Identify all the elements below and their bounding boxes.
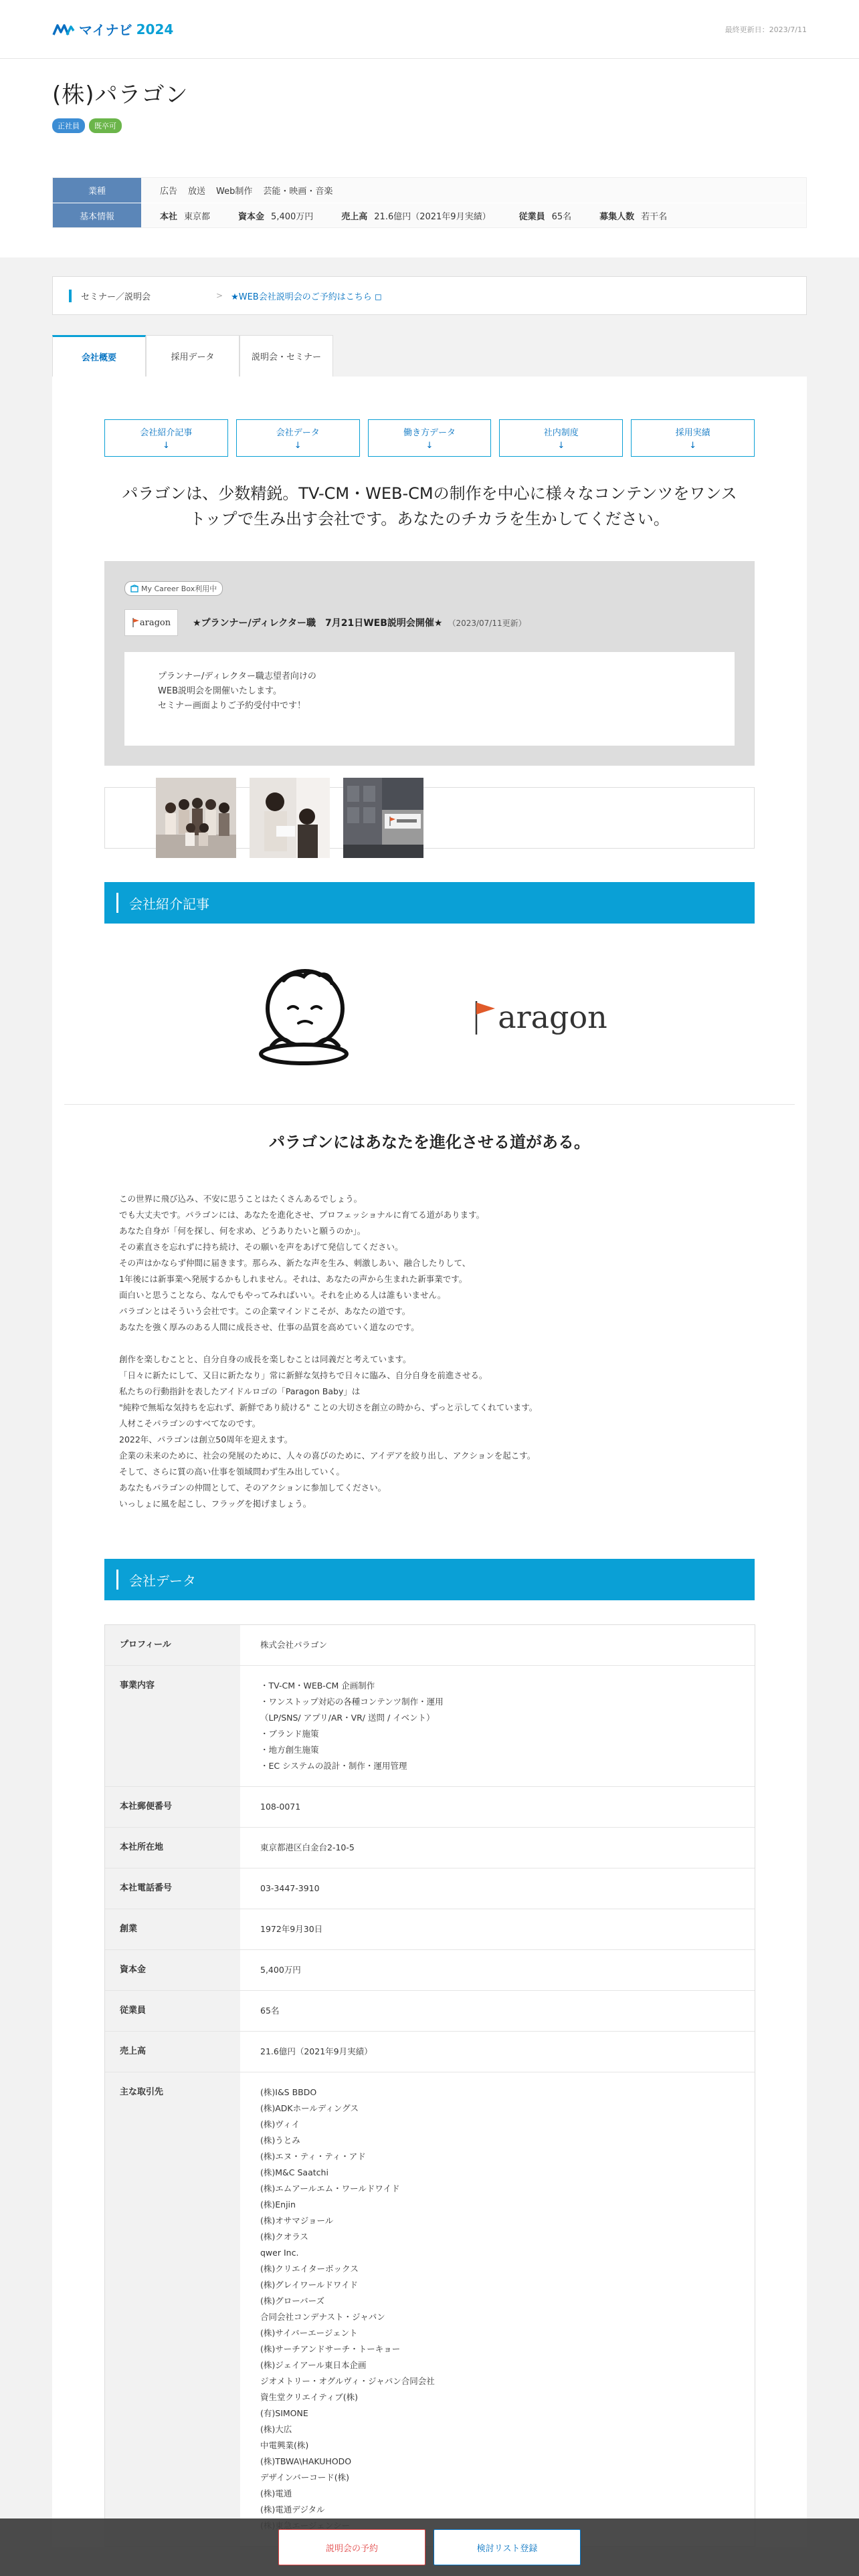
basic-info-table xyxy=(52,177,807,228)
table-value-line: (株)グレイワールドワイド xyxy=(260,2280,359,2290)
tab-company-overview[interactable]: 会社概要 xyxy=(52,335,146,377)
anchor-article[interactable]: 会社紹介記事 ↓ xyxy=(104,419,228,457)
site-logo[interactable] xyxy=(52,19,173,39)
table-value-line: (株)電通デジタル xyxy=(260,2504,325,2514)
recruit-title-link[interactable]: ★プランナー/ディレクター職 7月21日WEB説明会開催★ （2023/07/11更新） xyxy=(193,618,527,629)
table-value-line: 03-3447-3910 xyxy=(260,1883,320,1893)
flag-icon xyxy=(132,617,140,628)
table-row xyxy=(105,1868,755,1909)
table-value-line: 株式会社パラゴン xyxy=(260,1640,328,1650)
tab-recruit-data[interactable]: 採用データ xyxy=(146,335,240,377)
table-value-line: 21.6億円（2021年9月実績） xyxy=(260,2046,373,2056)
table-value-line: 65名 xyxy=(260,2006,280,2016)
arrow-down-icon: ↓ xyxy=(689,441,697,451)
section-divider xyxy=(64,1104,795,1105)
article-body: この世界に飛び込み、不安に思うことはたくさんあるでしょう。 でも大丈夫です。パラゴンには、あなたを進化させ、プロフェッショナルに育てる道があります。 あなた自身が「何を探し、何を求め、どうありたいと願うのか」。 その素直さを忘れずに持ち続け、その願いを声をあげて発信してください。 その声はかならず仲間に届きます。那らみ、新たな声を生み、刺激しあい、融合したりして、 1年後には新事業へ発展するかもしれません。それは、あなたの声から生まれた新事業です。 面白いと思うことなら、なんでもやってみればいい。それを止める人は誰もいません。 パラゴンとはそういう会社です。この企業マインドこそが、あなたの道です。 あなたを強く厚みのある人間に成長させ、仕事の品質を高めていく道なのです。 創作を楽しむことと、自分自身の成長を楽しむことは同義だと考えています。 「日々に新たにして、又日に新たなり」常に新鮮な気持ちで日々に臨み、自分自身を前進させる。 私たちの行動指針を表したアイドルロゴの「Paragon Baby」は "純粋で無垢な気持ちを忘れず、新鮮であり続ける" ことの大切さを創立の時から、ずっと示してくれています。 人材こそパラゴンのすべてなのです。 2022年、パラゴンは創立50周年を迎えます。 企業の未来のために、社会の発展のために、人々の喜びのために、アイデアを絞り出し、アクションを起こす。 そして、さらに質の高い仕事を領域問わず生み出していく。 あなたもパラゴンの仲間として、そのアクションに参加してください。 いっしょに風を起こし、フラッグを掲げましょう。 xyxy=(119,1194,538,1509)
anchor-nav xyxy=(104,419,755,457)
table-value-cell xyxy=(240,2072,755,2546)
table-value-cell xyxy=(240,1787,755,1827)
heading-bar xyxy=(116,1570,118,1590)
mynavi-logo-icon xyxy=(52,23,75,36)
table-value-cell xyxy=(240,1828,755,1868)
table-value-line: 5,400万円 xyxy=(260,1965,301,1975)
anchor-results[interactable]: 採用実績 ↓ xyxy=(631,419,755,457)
recruit-body: プランナー/ディレクター職志望者向けの WEB説明会を開催いたします。 セミナー画面よりご予約受付中です！ xyxy=(124,652,735,746)
table-row xyxy=(105,1786,755,1827)
info-capital: 資本金 5,400万円 xyxy=(238,211,314,222)
company-data-table xyxy=(104,1624,755,2547)
industry-item: 広告 xyxy=(160,187,178,197)
my-career-box-badge: My Career Box利用中 xyxy=(124,581,223,596)
last-updated: 最終更新日：2023/7/11 xyxy=(725,25,807,34)
arrow-down-icon: ↓ xyxy=(557,441,565,451)
section-article-heading: 会社紹介記事 xyxy=(104,882,755,924)
bottom-action-bar xyxy=(0,2518,859,2576)
industry-label: 業種 xyxy=(53,178,141,203)
table-value-line: (株)グローバーズ xyxy=(260,2296,325,2306)
table-header-cell: 本社所在地 xyxy=(105,1828,240,1868)
info-employees: 従業員 65名 xyxy=(518,211,572,222)
table-header-cell: プロフィール xyxy=(105,1625,240,1665)
table-value-cell xyxy=(240,1625,755,1665)
table-value-line: ・TV-CM・WEB-CM 企画制作 xyxy=(260,1681,375,1691)
table-value-line: 108-0071 xyxy=(260,1802,301,1812)
table-value-line: (株)ヴィイ xyxy=(260,2119,300,2129)
table-value-line: (株)クリエイターボックス xyxy=(260,2264,359,2274)
table-row xyxy=(105,1949,755,1990)
anchor-work-data[interactable]: 働き方データ ↓ xyxy=(368,419,492,457)
table-header-cell: 資本金 xyxy=(105,1950,240,1990)
anchor-systems[interactable]: 社内制度 ↓ xyxy=(499,419,623,457)
table-header-cell: 本社電話番号 xyxy=(105,1868,240,1909)
table-header-cell: 本社郵便番号 xyxy=(105,1787,240,1827)
table-value-line: (株)TBWA\HAKUHODO xyxy=(260,2456,352,2466)
table-value-cell xyxy=(240,1868,755,1909)
table-value-line: (株)Enjin xyxy=(260,2199,296,2210)
info-sales: 売上高 21.6億円（2021年9月実績） xyxy=(341,211,491,222)
arrow-down-icon: ↓ xyxy=(162,441,170,451)
table-header-cell: 創業 xyxy=(105,1909,240,1949)
table-header-cell: 従業員 xyxy=(105,1991,240,2031)
tab-seminar[interactable]: 説明会・セミナー xyxy=(240,335,333,377)
top-bar xyxy=(0,0,859,59)
table-value-line: ・地方創生施策 xyxy=(260,1745,319,1755)
table-value-line: (株)I&S BBDO xyxy=(260,2087,317,2097)
table-value-cell xyxy=(240,1909,755,1949)
flag-icon xyxy=(472,998,496,1036)
tag-graduate-ok: 既卒可 xyxy=(89,118,122,133)
table-value-line: (有)SIMONE xyxy=(260,2408,308,2418)
logo-text: マイナビ xyxy=(79,22,132,38)
table-value-line: (株)ADKホールディングス xyxy=(260,2103,359,2113)
section-company-data-heading: 会社データ xyxy=(104,1559,755,1600)
seminar-bar xyxy=(52,276,807,315)
table-row xyxy=(105,1827,755,1868)
paragon-baby-icon xyxy=(252,967,359,1067)
table-value-line: (株)クオラス xyxy=(260,2232,308,2242)
table-value-line: デザインバーコード(株) xyxy=(260,2472,350,2482)
basic-label: 基本情報 xyxy=(53,203,141,227)
table-value-line: ・ワンストップ対応の各種コンテンツ制作・運用 xyxy=(260,1697,444,1707)
table-value-cell xyxy=(240,1991,755,2031)
heading-bar xyxy=(116,893,118,913)
catch-copy: パラゴンは、少数精鋭。TV-CM・WEB-CMの制作を中心に様々なコンテンツをワンストップで生み出す会社です。あなたのチカラを生かしてください。 xyxy=(122,484,737,528)
company-name: (株)パラゴン xyxy=(52,82,189,108)
table-value-line: (株)大広 xyxy=(260,2424,292,2434)
arrow-down-icon: ↓ xyxy=(294,441,302,451)
industry-row xyxy=(53,178,806,203)
chevron-right-icon: > xyxy=(216,291,223,300)
seminar-label: セミナー／説明会 xyxy=(69,290,216,302)
industry-item: Web制作 xyxy=(216,187,253,197)
table-value-line: (株)M&C Saatchi xyxy=(260,2167,328,2177)
table-value-line: （LP/SNS/ アプリ/AR・VR/ 送問 / イベント） xyxy=(260,1713,435,1723)
recruit-headline xyxy=(124,609,735,636)
table-value-line: (株)サーチアンドサーチ・トーキョー xyxy=(260,2344,401,2354)
info-hq: 本社 東京都 xyxy=(160,211,211,222)
box-icon xyxy=(130,584,138,593)
table-value-line: ・ブランド施策 xyxy=(260,1729,319,1739)
table-header-cell: 売上高 xyxy=(105,2032,240,2072)
table-value-line: qwer Inc. xyxy=(260,2248,299,2258)
table-value-line: ジオメトリー・オグルヴィ・ジャパン合同会社 xyxy=(260,2376,435,2386)
tab-bar xyxy=(52,335,807,377)
basic-row xyxy=(53,203,806,227)
anchor-company-data[interactable]: 会社データ ↓ xyxy=(236,419,360,457)
table-value-line: (株)うとみ xyxy=(260,2135,300,2145)
industry-item: 放送 xyxy=(188,187,206,197)
table-value-line: (株)エヌ・ティ・ティ・アド xyxy=(260,2151,366,2161)
logo-year: 2024 xyxy=(136,21,174,37)
table-value-line: (株)オサマジョール xyxy=(260,2216,334,2226)
add-to-list-button[interactable]: 検討リスト登録 xyxy=(434,2529,581,2565)
table-value-line: 中電興業(株) xyxy=(260,2440,309,2450)
table-header-cell: 主な取引先 xyxy=(105,2072,240,2546)
table-row xyxy=(105,2031,755,2072)
table-row xyxy=(105,1665,755,1786)
table-value-cell xyxy=(240,2032,755,2072)
table-row xyxy=(105,1625,755,1665)
recruit-notice xyxy=(104,561,755,766)
photo-gallery xyxy=(104,787,755,849)
photo-staff-group[interactable] xyxy=(156,778,236,858)
paragon-logo: aragon xyxy=(124,609,178,636)
arrow-down-icon: ↓ xyxy=(425,441,434,451)
seminar-reserve-link[interactable]: ★WEB会社説明会のご予約はこちら ◻ xyxy=(231,292,382,302)
paragon-wordmark: aragon xyxy=(472,998,607,1036)
company-header xyxy=(0,59,859,133)
table-row xyxy=(105,1990,755,2031)
table-value-line: 合同会社コンデナスト・ジャパン xyxy=(260,2312,385,2322)
content-area xyxy=(0,257,859,2576)
table-value-line: (株)エムアールエム・ワールドワイド xyxy=(260,2183,400,2193)
industry-values xyxy=(141,178,806,203)
basic-values xyxy=(141,203,806,227)
table-value-cell xyxy=(240,1666,755,1786)
table-value-line: 東京都港区白金台2-10-5 xyxy=(260,1842,355,1852)
table-header-cell: 事業内容 xyxy=(105,1666,240,1786)
table-row xyxy=(105,1909,755,1949)
tag-fulltime: 正社員 xyxy=(52,118,85,133)
photo-office-sign[interactable] xyxy=(343,778,423,858)
table-row xyxy=(105,2072,755,2546)
table-value-cell xyxy=(240,1950,755,1990)
seminar-reserve-button[interactable]: 説明会の予約 xyxy=(278,2529,425,2565)
table-value-line: ・EC システムの設計・制作・運用管理 xyxy=(260,1761,407,1771)
company-tags xyxy=(52,118,807,133)
info-recruit-count: 募集人数 若干名 xyxy=(599,211,668,222)
article-visuals xyxy=(104,950,755,1084)
table-value-line: 1972年9月30日 xyxy=(260,1924,323,1934)
table-value-line: 資生堂クリエイティブ(株) xyxy=(260,2392,359,2402)
table-value-line: (株)電通 xyxy=(260,2488,292,2498)
main-panel xyxy=(52,377,807,2547)
table-value-line: (株)ジェイアール東日本企画 xyxy=(260,2360,367,2370)
industry-item: 芸能・映画・音楽 xyxy=(263,187,333,197)
table-value-line: (株)サイバーエージェント xyxy=(260,2328,358,2338)
article-title: パラゴンにはあなたを進化させる道がある。 xyxy=(269,1133,590,1152)
photo-staff-meeting[interactable] xyxy=(250,778,330,858)
